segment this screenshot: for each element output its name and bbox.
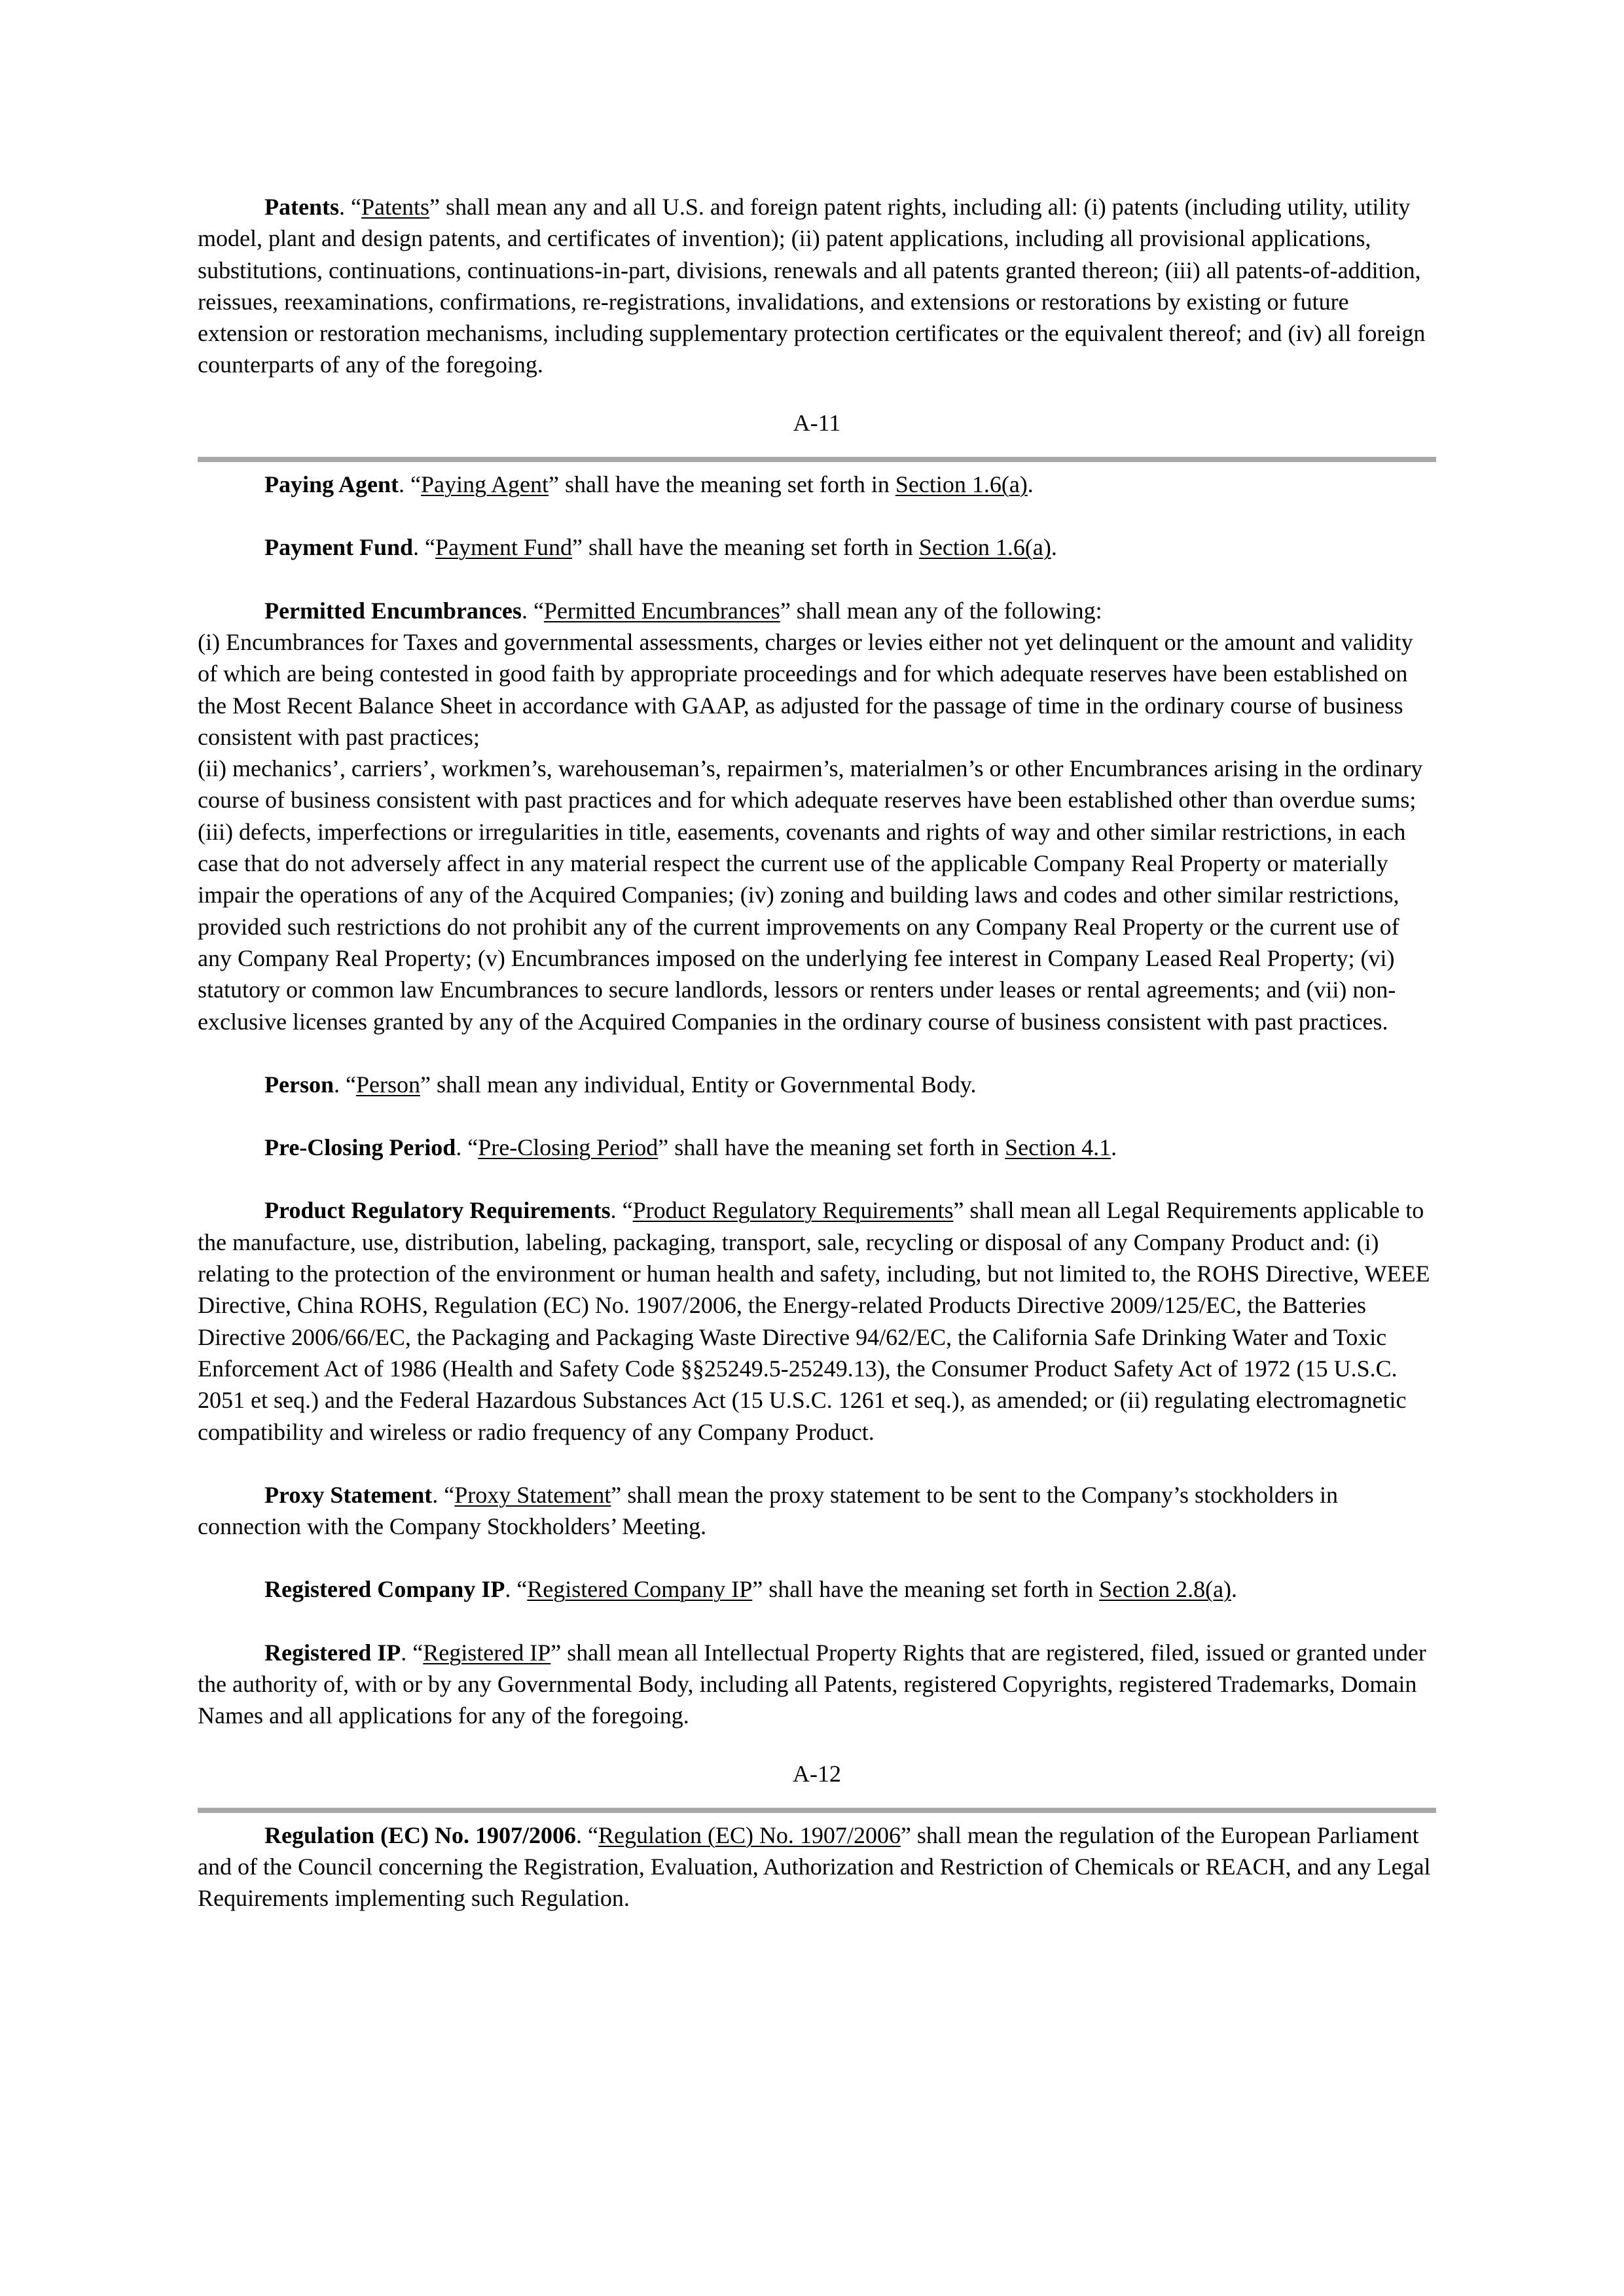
- definition-text: ” shall have the meaning set forth in: [658, 1134, 1005, 1161]
- section-reference: Section 2.8(a): [1099, 1576, 1232, 1603]
- quoted-term: Product Regulatory Requirements: [632, 1197, 954, 1224]
- page-number: A-12: [793, 1760, 841, 1787]
- quoted-term: Payment Fund: [435, 534, 573, 561]
- defined-term: Registered Company IP: [264, 1576, 505, 1603]
- punctuation: .: [1051, 534, 1057, 561]
- quoted-term: Regulation (EC) No. 1907/2006: [598, 1821, 901, 1848]
- definition-proxy-statement: Proxy Statement. “Proxy Statement” shall mean the proxy statement to be sent to the Company’s stockholders in connection with the Company Stockholders’ Meeting.: [198, 1481, 1339, 1540]
- section-reference: Section 1.6(a): [895, 471, 1028, 498]
- quoted-term: Registered Company IP: [527, 1576, 753, 1603]
- punctuation: .: [1111, 1134, 1117, 1161]
- section-reference: Section 4.1: [1005, 1134, 1111, 1161]
- definition-text: ” shall have the meaning set forth in: [572, 534, 919, 561]
- definition-registered-ip: Registered IP. “Registered IP” shall mean all Intellectual Property Rights that are registered, filed, issued or granted under the authority of, with or by any Governmental Body, including all Patents, registered Copyrights, registered Trademarks, Domain Names and all applications for any of the foregoing.: [198, 1639, 1426, 1729]
- definition-payment-fund: Payment Fund. “Payment Fund” shall have the meaning set forth in Section 1.6(a).: [264, 534, 1057, 561]
- encumbrance-items-ii-vii: (ii) mechanics’, carriers’, workmen’s, warehouseman’s, repairmen’s, materialmen’s or other Encumbrances arising in the ordinary course of business consistent with past practices and for which adequate reserves have been established other than overdue sums; (iii) defects, imperfections or irregularities in title, easements, covenants and rights of way and other similar restrictions, in each case that do not adversely affect in any material respect the current use of the applicable Company Real Property or materially impair the operations of any of the Acquired Companies; (iv) zoning and building laws and codes and other similar restrictions, provided such restrictions do not prohibit any of the current improvements on any Company Real Property or the current use of any Company Real Property; (v) Encumbrances imposed on the underlying fee interest in Company Leased Real Property; (vi) statutory or common law Encumbrances to secure landlords, lessors or renters under leases or rental agreements; and (vii) non-exclusive licenses granted by any of the Acquired Companies in the ordinary course of business consistent with past practices.: [198, 755, 1423, 1035]
- quoted-term: Permitted Encumbrances: [543, 597, 780, 624]
- encumbrance-item-i: (i) Encumbrances for Taxes and governmental assessments, charges or levies either not yet delinquent or the amount and validity of which are being contested in good faith by appropriate proceedings and for which adequate reserves have been established on the Most Recent Balance Sheet in accordance with GAAP, as adjusted for the passage of time in the ordinary course of business consistent with past practices;: [198, 628, 1413, 750]
- definition-text: ” shall mean all Intellectual Property Rights that are registered, filed, issued or granted under the authority of, with or by any Governmental Body, including all Patents, registered Copyrights, registered Trademarks, Domain Names and all applications for any of the foregoing.: [198, 1639, 1426, 1729]
- page-number: A-11: [793, 409, 841, 436]
- quoted-term: Patents: [361, 194, 429, 220]
- punctuation: .: [1027, 471, 1034, 498]
- quoted-term: Pre-Closing Period: [478, 1134, 659, 1161]
- quoted-term: Proxy Statement: [454, 1481, 611, 1508]
- definition-text: ” shall mean any individual, Entity or Governmental Body.: [420, 1071, 977, 1098]
- definition-text: ” shall mean the regulation of the European Parliament and of the Council concerning the Registration, Evaluation, Authorization and Restriction of Chemicals or REACH, and any Legal Requirements implementing such Regulation.: [198, 1821, 1431, 1912]
- defined-term: Payment Fund: [264, 534, 414, 561]
- definition-product-regulatory-requirements: Product Regulatory Requirements. “Product Regulatory Requirements” shall mean all Legal Requirements applicable to the manufacture, use, distribution, labeling, packaging, transport, sale, recycling or disposal of any Company Product and: (i) relating to the protection of the environment or human health and safety, including, but not limited to, the ROHS Directive, WEEE Directive, China ROHS, Regulation (EC) No. 1907/2006, the Energy-related Products Directive 2009/125/EC, the Batteries Directive 2006/66/EC, the Packaging and Packaging Waste Directive 94/62/EC, the California Safe Drinking Water and Toxic Enforcement Act of 1986 (Health and Safety Code §§25249.5-25249.13), the Consumer Product Safety Act of 1972 (15 U.S.C. 2051 et seq.) and the Federal Hazardous Substances Act (15 U.S.C. 1261 et seq.), as amended; or (ii) regulating electromagnetic compatibility and wireless or radio frequency of any Company Product.: [198, 1197, 1430, 1445]
- punctuation: .: [1231, 1576, 1238, 1603]
- definition-text: ” shall mean any of the following:: [780, 597, 1102, 624]
- page-break-rule: [198, 1808, 1436, 1813]
- definition-registered-company-ip: Registered Company IP. “Registered Company IP” shall have the meaning set forth in Section 2.8(a).: [264, 1576, 1238, 1603]
- definition-pre-closing-period: Pre-Closing Period. “Pre-Closing Period” shall have the meaning set forth in Section 4.1.: [264, 1134, 1117, 1161]
- section-reference: Section 1.6(a): [918, 534, 1051, 561]
- definition-text: ” shall have the meaning set forth in: [549, 471, 895, 498]
- definition-text: ” shall have the meaning set forth in: [752, 1576, 1100, 1603]
- quoted-term: Registered IP: [423, 1639, 551, 1666]
- defined-term: Permitted Encumbrances: [264, 597, 522, 624]
- definition-patents: Patents. “Patents” shall mean any and all U.S. and foreign patent rights, including all: (i) patents (including utility, utility model, plant and design patents, and certificates of invention); (ii) patent applications, including all provisional applications, substitutions, continuations, continuations-in-part, divisions, renewals and all patents granted thereon; (iii) all patents-of-addition, reissues, reexaminations, confirmations, re-registrations, invalidations, and extensions or restorations by existing or future extension or restoration mechanisms, including supplementary protection certificates or the equivalent thereof; and (iv) all foreign counterparts of any of the foregoing.: [198, 194, 1426, 378]
- definition-paying-agent: Paying Agent. “Paying Agent” shall have the meaning set forth in Section 1.6(a).: [264, 471, 1034, 498]
- definition-person: Person. “Person” shall mean any individual, Entity or Governmental Body.: [264, 1071, 977, 1098]
- defined-term: Product Regulatory Requirements: [264, 1197, 611, 1224]
- definition-text: ” shall mean all Legal Requirements applicable to the manufacture, use, distribution, labeling, packaging, transport, sale, recycling or disposal of any Company Product and: (i) relating to the protection of the environment or human health and safety, including, but not limited to, the ROHS Directive, WEEE Directive, China ROHS, Regulation (EC) No. 1907/2006, the Energy-related Products Directive 2009/125/EC, the Batteries Directive 2006/66/EC, the Packaging and Packaging Waste Directive 94/62/EC, the California Safe Drinking Water and Toxic Enforcement Act of 1986 (Health and Safety Code §§25249.5-25249.13), the Consumer Product Safety Act of 1972 (15 U.S.C. 2051 et seq.) and the Federal Hazardous Substances Act (15 U.S.C. 1261 et seq.), as amended; or (ii) regulating electromagnetic compatibility and wireless or radio frequency of any Company Product.: [198, 1197, 1430, 1445]
- document-page: [198, 191, 1436, 1914]
- defined-term: Regulation (EC) No. 1907/2006: [264, 1821, 576, 1848]
- defined-term: Patents: [264, 194, 339, 220]
- quoted-term: Person: [355, 1071, 420, 1098]
- definition-text: ” shall mean any and all U.S. and foreign patent rights, including all: (i) patents (including utility, utility model, plant and design patents, and certificates of invention); (ii) patent applications, including all provisional applications, substitutions, continuations, continuations-in-part, divisions, renewals and all patents granted thereon; (iii) all patents-of-addition, reissues, reexaminations, confirmations, re-registrations, invalidations, and extensions or restorations by existing or future extension or restoration mechanisms, including supplementary protection certificates or the equivalent thereof; and (iv) all foreign counterparts of any of the foregoing.: [198, 194, 1426, 378]
- defined-term: Pre-Closing Period: [264, 1134, 456, 1161]
- page-break-rule: [198, 457, 1436, 462]
- definition-regulation-ec: Regulation (EC) No. 1907/2006. “Regulation (EC) No. 1907/2006” shall mean the regulation of the European Parliament and of the Council concerning the Registration, Evaluation, Authorization and Restriction of Chemicals or REACH, and any Legal Requirements implementing such Regulation.: [198, 1821, 1431, 1912]
- quoted-term: Paying Agent: [421, 471, 549, 498]
- defined-term: Proxy Statement: [264, 1481, 433, 1508]
- defined-term: Paying Agent: [264, 471, 399, 498]
- definition-permitted-encumbrances: Permitted Encumbrances. “Permitted Encumbrances” shall mean any of the following:: [264, 597, 1102, 624]
- defined-term: Person: [264, 1071, 334, 1098]
- definition-text: ” shall mean the proxy statement to be sent to the Company’s stockholders in connection with the Company Stockholders’ Meeting.: [198, 1481, 1339, 1540]
- defined-term: Registered IP: [264, 1639, 401, 1666]
